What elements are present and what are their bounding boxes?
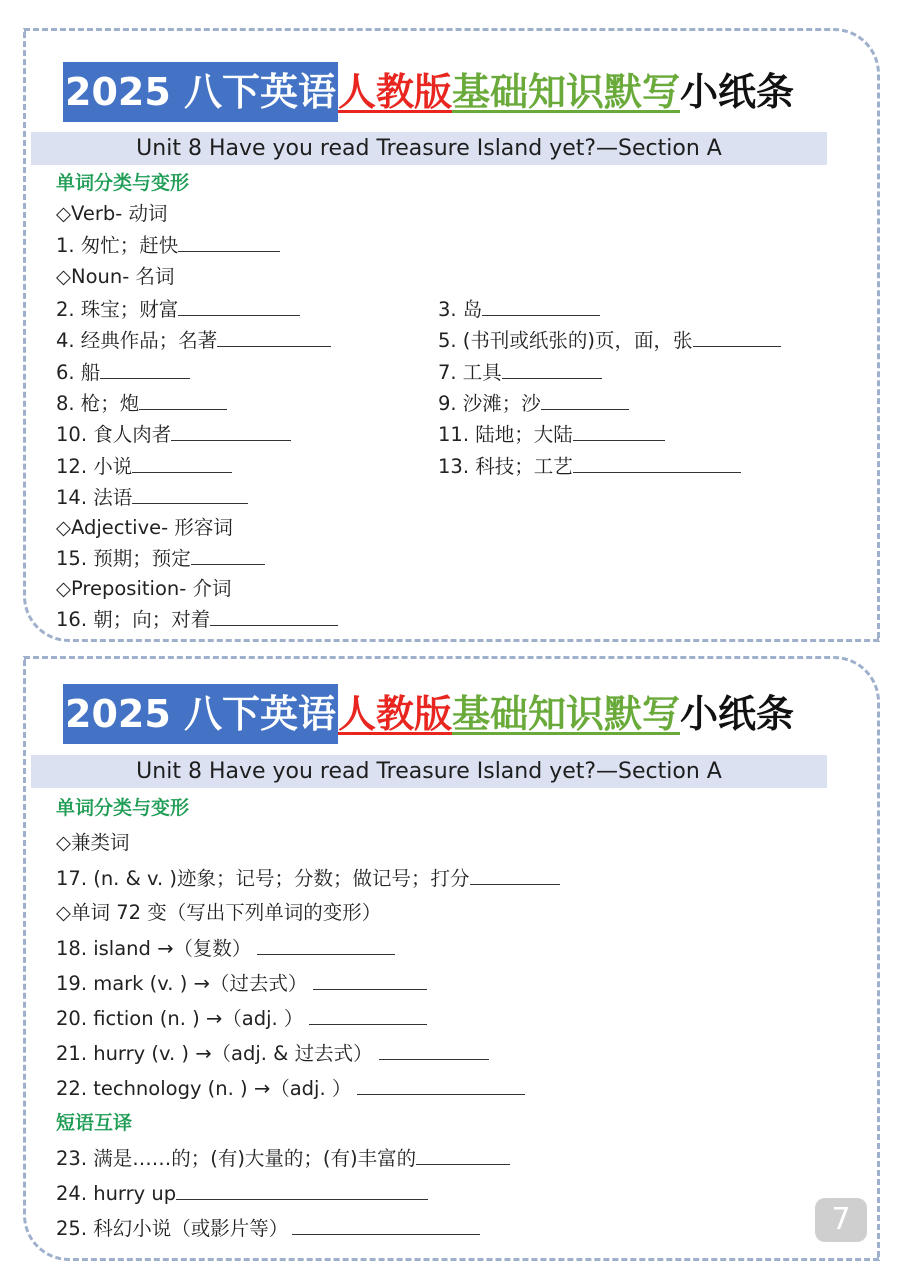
item-11: 11. 陆地；大陆	[438, 422, 665, 447]
item-12: 12. 小说	[56, 454, 232, 479]
item-6: 6. 船	[56, 360, 190, 385]
title-part-year: 2025 八下英语	[63, 684, 338, 744]
item-19: 19. mark (v. ) →（过去式）	[56, 971, 427, 996]
section-heading: 单词分类与变形	[56, 797, 190, 819]
answer-blank-25[interactable]	[292, 1216, 480, 1235]
adjective-header: ◇Adjective- 形容词	[56, 516, 233, 539]
item-17: 17. (n. & v. )迹象；记号；分数；做记号；打分	[56, 866, 560, 891]
item-24: 24. hurry up	[56, 1181, 428, 1206]
answer-blank-13[interactable]	[573, 454, 741, 473]
title-part-year: 2025 八下英语	[63, 62, 338, 122]
section-heading: 单词分类与变形	[56, 172, 190, 194]
answer-blank-2[interactable]	[178, 297, 300, 316]
answer-blank-16[interactable]	[210, 607, 338, 626]
item-3: 3. 岛	[438, 297, 600, 322]
answer-blank-21[interactable]	[379, 1041, 489, 1060]
answer-blank-6[interactable]	[100, 360, 190, 379]
answer-blank-9[interactable]	[541, 391, 629, 410]
title-banner-1	[63, 62, 794, 122]
noun-header: ◇Noun- 名词	[56, 265, 175, 288]
answer-blank-18[interactable]	[257, 936, 395, 955]
answer-blank-24[interactable]	[176, 1181, 428, 1200]
unit-subtitle-1: Unit 8 Have you read Treasure Island yet?—Section A	[31, 132, 827, 165]
item-8: 8. 枪；炮	[56, 391, 227, 416]
title-part-topic: 基础知识默写	[452, 70, 681, 114]
item-21: 21. hurry (v. ) →（adj. & 过去式）	[56, 1041, 489, 1066]
title-banner-2	[63, 684, 794, 744]
answer-blank-5[interactable]	[693, 328, 781, 347]
answer-blank-7[interactable]	[502, 360, 602, 379]
answer-blank-11[interactable]	[573, 422, 665, 441]
answer-blank-17[interactable]	[470, 866, 560, 885]
preposition-header: ◇Preposition- 介词	[56, 577, 232, 600]
item-13: 13. 科技；工艺	[438, 454, 741, 479]
item-7: 7. 工具	[438, 360, 602, 385]
answer-blank-20[interactable]	[309, 1006, 427, 1025]
item-16: 16. 朝；向；对着	[56, 607, 338, 632]
item-9: 9. 沙滩；沙	[438, 391, 629, 416]
answer-blank-14[interactable]	[132, 485, 248, 504]
item-10: 10. 食人肉者	[56, 422, 291, 447]
page-number-badge: 7	[815, 1198, 867, 1242]
answer-blank-10[interactable]	[171, 422, 291, 441]
phrase-section-heading: 短语互译	[56, 1112, 133, 1134]
answer-blank-3[interactable]	[482, 297, 600, 316]
verb-header: ◇Verb- 动词	[56, 202, 168, 225]
item-15: 15. 预期；预定	[56, 546, 265, 571]
item-23: 23. 满是……的；(有)大量的；(有)丰富的	[56, 1146, 510, 1171]
item-14: 14. 法语	[56, 485, 248, 510]
title-part-slip: 小纸条	[680, 692, 795, 736]
item-22: 22. technology (n. ) →（adj. ）	[56, 1076, 525, 1101]
word-forms-header: ◇单词 72 变（写出下列单词的变形）	[56, 901, 382, 924]
answer-blank-1[interactable]	[178, 233, 280, 252]
item-25: 25. 科幻小说（或影片等）	[56, 1216, 480, 1241]
answer-blank-23[interactable]	[416, 1146, 510, 1165]
answer-blank-15[interactable]	[191, 546, 265, 565]
item-18: 18. island →（复数）	[56, 936, 395, 961]
item-4: 4. 经典作品；名著	[56, 328, 331, 353]
multi-class-header: ◇兼类词	[56, 831, 130, 854]
item-20: 20. fiction (n. ) →（adj. ）	[56, 1006, 427, 1031]
item-2: 2. 珠宝；财富	[56, 297, 300, 322]
answer-blank-8[interactable]	[139, 391, 227, 410]
answer-blank-19[interactable]	[313, 971, 427, 990]
answer-blank-4[interactable]	[217, 328, 331, 347]
title-part-edition: 人教版	[338, 692, 453, 736]
item-5: 5. (书刊或纸张的)页，面，张	[438, 328, 781, 353]
title-part-slip: 小纸条	[680, 70, 795, 114]
answer-blank-22[interactable]	[357, 1076, 525, 1095]
unit-subtitle-2: Unit 8 Have you read Treasure Island yet?—Section A	[31, 755, 827, 788]
title-part-topic: 基础知识默写	[452, 692, 681, 736]
title-part-edition: 人教版	[338, 70, 453, 114]
answer-blank-12[interactable]	[132, 454, 232, 473]
item-1: 1. 匆忙；赶快	[56, 233, 280, 258]
